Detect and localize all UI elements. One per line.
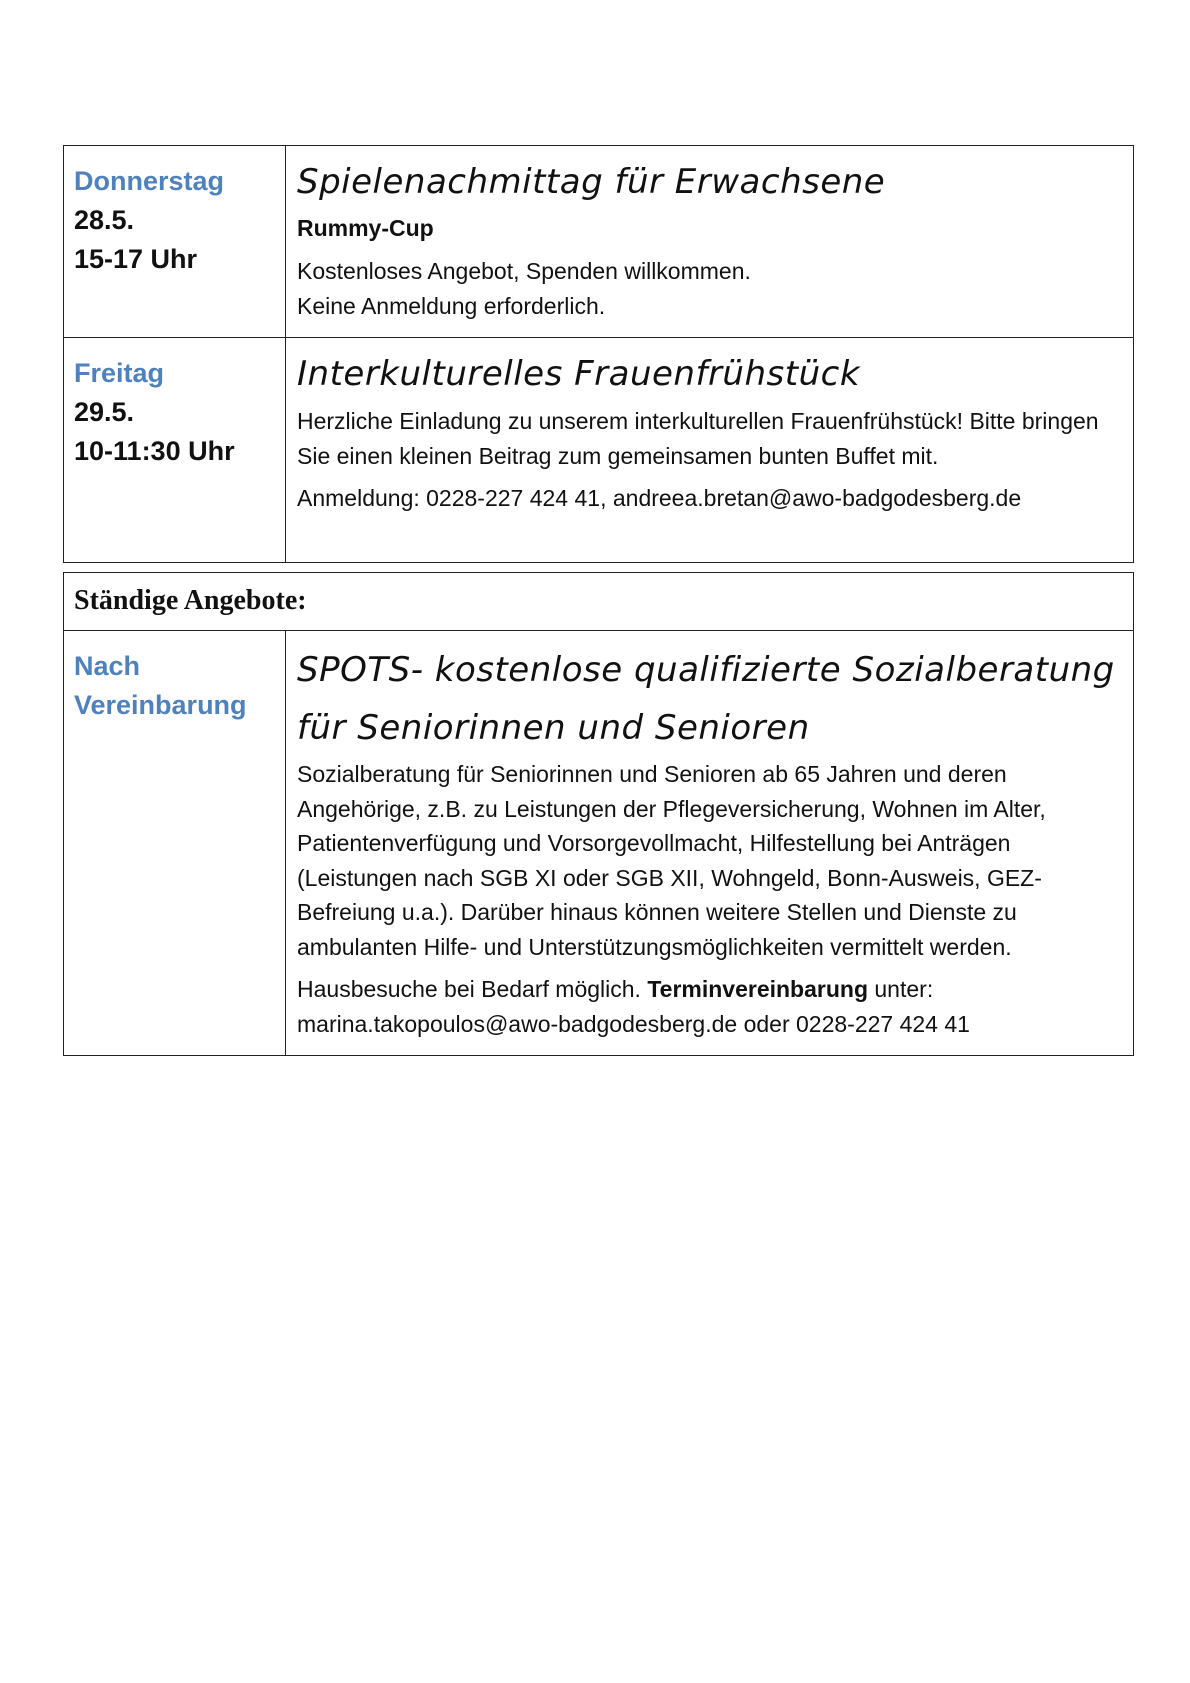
permanent-offers-table	[63, 572, 1134, 1056]
offer-title-line: SPOTS- kostenlose qualifizierte Sozialberatung	[297, 650, 1115, 690]
section-header: Ständige Angebote:	[64, 573, 1134, 631]
event-row	[64, 146, 1134, 338]
event-date-cell	[64, 338, 286, 563]
offer-details-cell	[286, 631, 1134, 1056]
permanent-offer-row	[64, 631, 1134, 1056]
event-registration: Anmeldung: 0228-227 424 41, andreea.bretan@awo-badgodesberg.de	[297, 485, 1022, 511]
event-details-cell	[286, 146, 1134, 338]
event-description-line: Kostenloses Angebot, Spenden willkommen.	[297, 258, 751, 284]
events-table	[63, 145, 1134, 563]
event-time: 15-17 Uhr	[74, 244, 198, 274]
offer-date-cell	[64, 631, 286, 1056]
offer-title-line: für Seniorinnen und Senioren	[297, 708, 810, 748]
contact-bold-label: Terminvereinbarung	[647, 976, 868, 1002]
event-details-cell	[286, 338, 1134, 563]
offer-schedule-line: Vereinbarung	[74, 690, 247, 720]
event-subtitle: Rummy-Cup	[297, 215, 434, 241]
event-date-cell	[64, 146, 286, 338]
contact-prefix: Hausbesuche bei Bedarf möglich.	[297, 976, 641, 1002]
event-row	[64, 338, 1134, 563]
event-date: 29.5.	[74, 397, 135, 427]
offer-schedule-line: Nach	[74, 651, 141, 681]
offer-contact	[297, 972, 1123, 1041]
offer-description: Sozialberatung für Seniorinnen und Senioren ab 65 Jahren und deren Angehörige, z.B. zu Leistungen der Pflegeversicherung, Wohnen im Alter, Patientenverfügung und Vorsorgevollmacht, Hilfestellung bei Anträgen (Leistungen nach SGB XI oder SGB XII, Wohngeld, Bonn-Ausweis, GEZ-Befreiung u.a.). Darüber hinaus können weitere Stellen und Dienste zu ambulanten Hilfe- und Unterstützungsmöglichkeiten vermittelt werden.	[297, 761, 1046, 960]
event-description-line: Keine Anmeldung erforderlich.	[297, 292, 606, 319]
event-description	[297, 254, 1123, 323]
offer-contact-line: marina.takopoulos@awo-badgodesberg.de oder 0228-227 424 41	[297, 1010, 970, 1037]
permanent-header-row	[64, 573, 1134, 631]
event-date: 28.5.	[74, 205, 135, 235]
event-day: Freitag	[74, 358, 165, 388]
event-time: 10-11:30 Uhr	[74, 436, 235, 466]
event-title: Interkulturelles Frauenfrühstück	[297, 354, 861, 394]
event-description: Herzliche Einladung zu unserem interkulturellen Frauenfrühstück! Bitte bringen Sie einen kleinen Beitrag zum gemeinsamen bunten Buffet mit.	[297, 408, 1099, 469]
event-title: Spielenachmittag für Erwachsene	[297, 162, 886, 202]
contact-suffix: unter:	[874, 976, 934, 1002]
event-day: Donnerstag	[74, 166, 225, 196]
offer-contact-line	[297, 972, 1123, 1007]
